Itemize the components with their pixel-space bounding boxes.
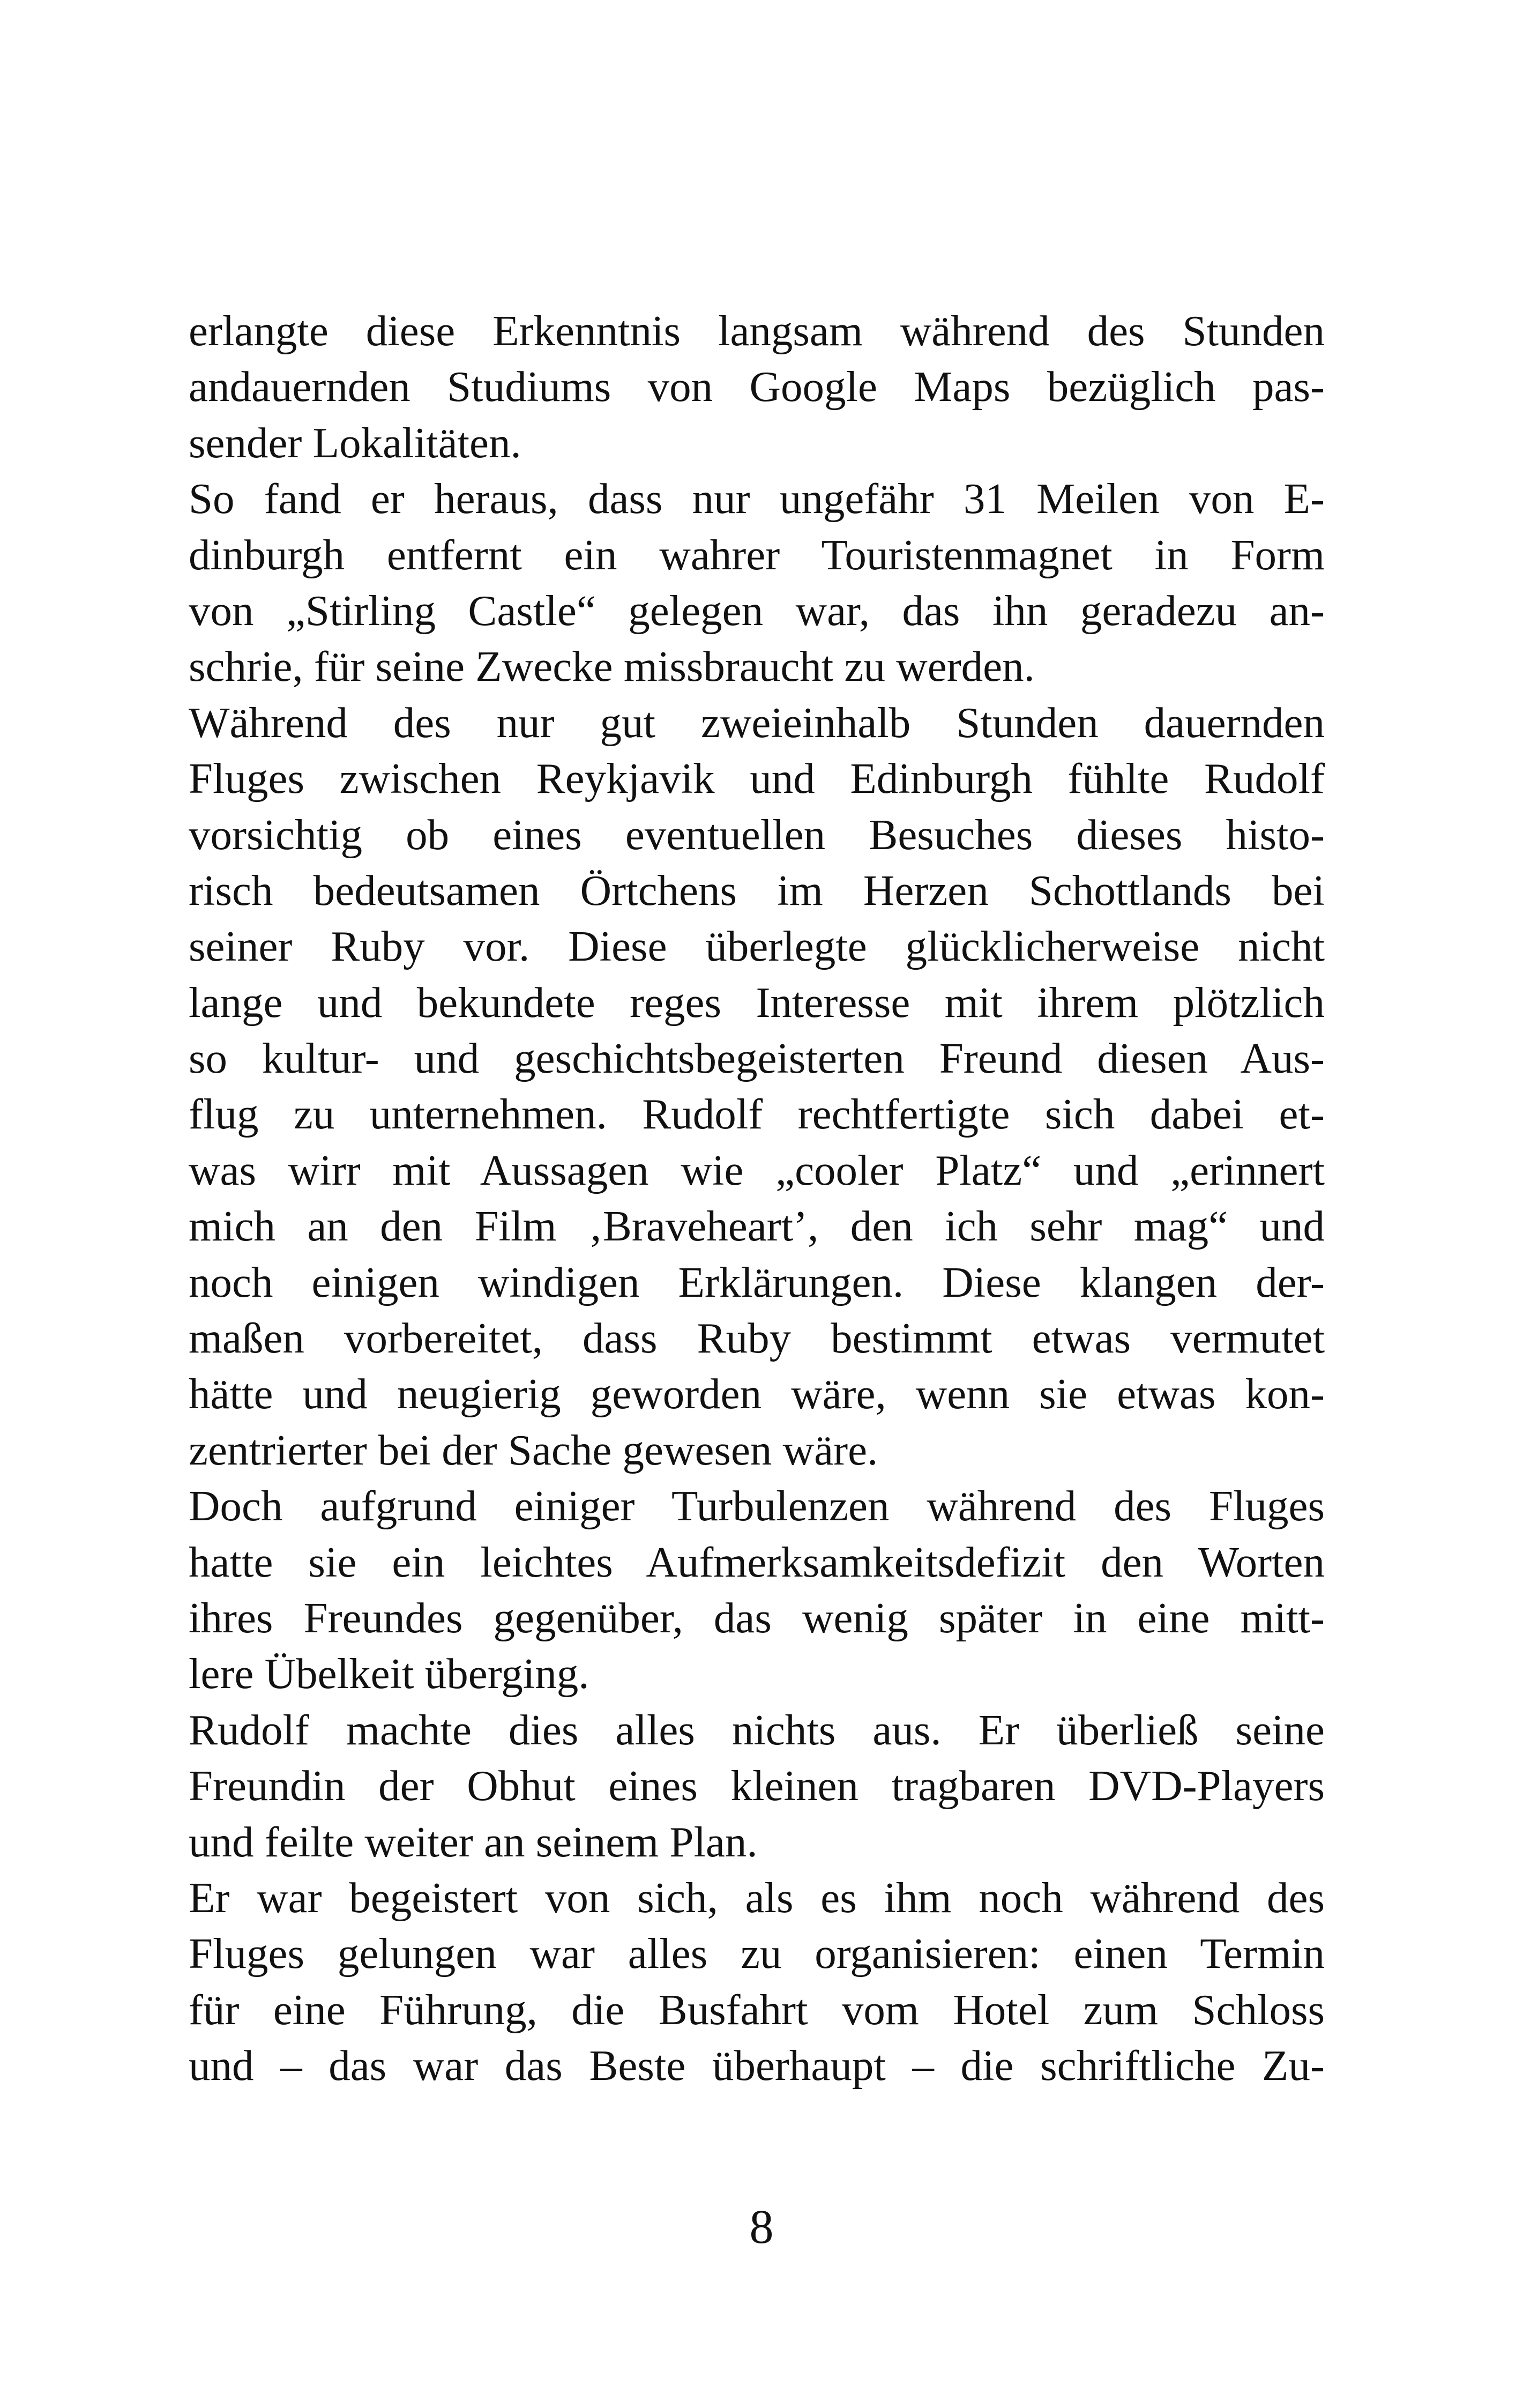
text-line: schrie, für seine Zwecke missbraucht zu werden.: [189, 642, 1035, 691]
text-line: vorsichtig ob eines eventuellen Besuches dieses histo-: [189, 810, 1325, 859]
text-line: lange und bekundete reges Interesse mit ihrem plötzlich: [189, 978, 1325, 1027]
text-line: Er war begeistert von sich, als es ihm noch während des: [189, 1873, 1325, 1922]
text-line: lere Übelkeit überging.: [189, 1649, 589, 1698]
body-text: [189, 303, 1325, 2094]
text-line: ihres Freundes gegenüber, das wenig später in eine mitt-: [189, 1593, 1325, 1642]
text-line: Während des nur gut zweieinhalb Stunden dauernden: [189, 698, 1325, 747]
text-line: Freundin der Obhut eines kleinen tragbaren DVD-Players: [189, 1762, 1325, 1810]
text-line: andauernden Studiums von Google Maps bezüglich pas-: [189, 362, 1325, 411]
text-line: seiner Ruby vor. Diese überlegte glücklicherweise nicht: [189, 922, 1325, 971]
page-number: 8: [749, 2201, 774, 2254]
text-line: noch einigen windigen Erklärungen. Diese klangen der-: [189, 1258, 1325, 1306]
text-line: so kultur- und geschichtsbegeisterten Freund diesen Aus-: [189, 1034, 1325, 1083]
text-line: maßen vorbereitet, dass Ruby bestimmt etwas vermutet: [189, 1314, 1325, 1363]
text-line: risch bedeutsamen Örtchens im Herzen Schottlands bei: [189, 866, 1325, 915]
text-line: So fand er heraus, dass nur ungefähr 31 Meilen von E-: [189, 474, 1325, 523]
text-line: von „Stirling Castle“ gelegen war, das ihn geradezu an-: [189, 586, 1325, 635]
text-line: flug zu unternehmen. Rudolf rechtfertigte sich dabei et-: [189, 1090, 1325, 1139]
text-line: mich an den Film ‚Braveheart’, den ich sehr mag“ und: [189, 1202, 1325, 1251]
text-line: Fluges gelungen war alles zu organisieren: einen Termin: [189, 1929, 1325, 1978]
text-line: sender Lokalitäten.: [189, 418, 521, 467]
text-line: erlangte diese Erkenntnis langsam während des Stunden: [189, 307, 1325, 355]
text-line: Fluges zwischen Reykjavik und Edinburgh fühlte Rudolf: [189, 754, 1325, 803]
text-line: hätte und neugierig geworden wäre, wenn sie etwas kon-: [189, 1370, 1325, 1418]
text-line: Rudolf machte dies alles nichts aus. Er überließ seine: [189, 1705, 1325, 1754]
text-line: und – das war das Beste überhaupt – die schriftliche Zu-: [189, 2041, 1325, 2090]
text-line: zentrierter bei der Sache gewesen wäre.: [189, 1425, 878, 1474]
text-line: für eine Führung, die Busfahrt vom Hotel zum Schloss: [189, 1985, 1325, 2034]
text-line: und feilte weiter an seinem Plan.: [189, 1817, 758, 1866]
text-line: was wirr mit Aussagen wie „cooler Platz“ und „erinnert: [189, 1146, 1325, 1194]
text-line: hatte sie ein leichtes Aufmerksamkeitsdefizit den Worten: [189, 1537, 1325, 1586]
text-line: Doch aufgrund einiger Turbulenzen während des Fluges: [189, 1482, 1325, 1530]
text-line: dinburgh entfernt ein wahrer Touristenmagnet in Form: [189, 530, 1325, 579]
